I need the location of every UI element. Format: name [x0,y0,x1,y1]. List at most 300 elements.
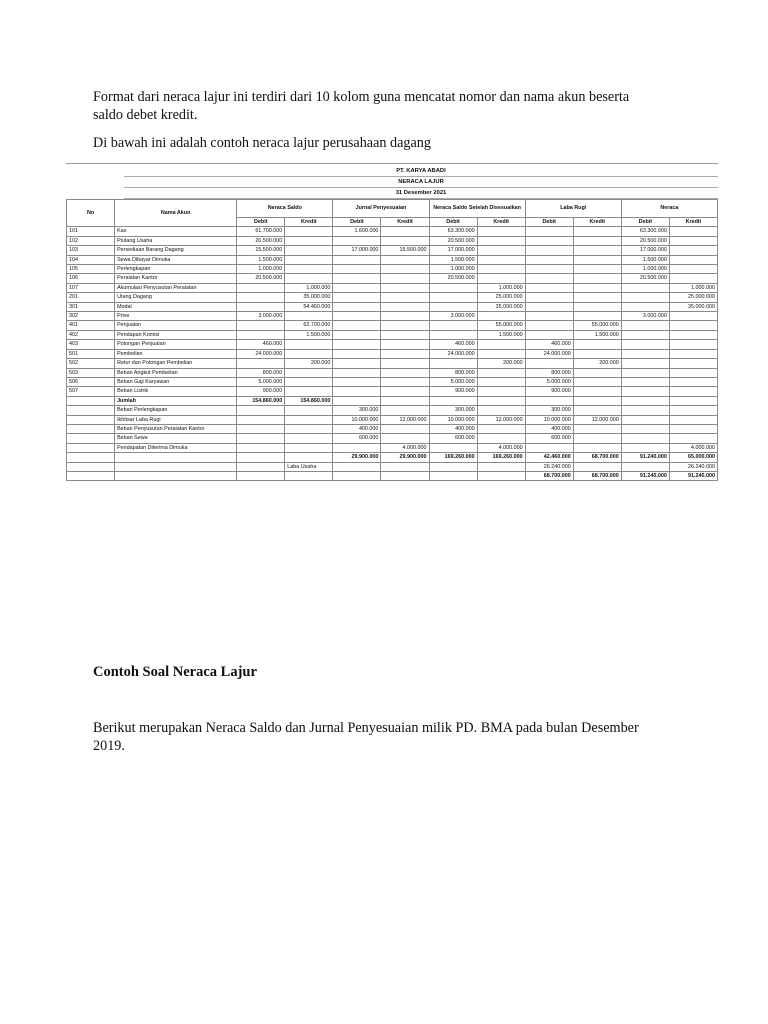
amount-cell [621,293,669,302]
amount-cell [285,453,333,462]
amount-cell [573,265,621,274]
amount-cell: 1.500.000 [477,330,525,339]
amount-cell [237,359,285,368]
problem-paragraph: Berikut merupakan Neraca Saldo dan Jurnal Penyesuaian milik PD. BMA pada bulan Desember 2019. [93,720,639,754]
amount-cell: 12.000.000 [573,415,621,424]
amount-cell: 10.000.000 [525,415,573,424]
account-number [67,443,115,452]
amount-cell: 1.600.000 [333,227,381,236]
amount-cell [621,302,669,311]
worksheet-row [67,302,718,311]
amount-cell [333,293,381,302]
amount-cell [669,274,717,283]
amount-cell [237,462,285,471]
amount-cell [333,349,381,358]
amount-cell [477,406,525,415]
amount-cell [573,293,621,302]
amount-cell [285,424,333,433]
account-name: Beban Penyusutan Peralatan Kantor [115,424,237,433]
amount-cell [477,462,525,471]
amount-cell: 1.000.000 [285,283,333,292]
amount-cell [573,236,621,245]
amount-cell [429,471,477,480]
amount-cell: 26.240.000 [669,462,717,471]
worksheet-row [67,377,718,386]
account-name: Peralatan Kantor [115,274,237,283]
worksheet-row [67,227,718,236]
amount-cell [237,415,285,424]
amount-cell [669,236,717,245]
amount-cell: 35.000.000 [285,293,333,302]
amount-cell [525,302,573,311]
section-heading: Contoh Soal Neraca Lajur [93,664,257,680]
amount-cell [237,293,285,302]
worksheet-row [67,453,718,462]
account-number: 403 [67,340,115,349]
account-name: Perlengkapan [115,265,237,274]
worksheet-body [67,227,718,481]
amount-cell [525,283,573,292]
worksheet-row [67,293,718,302]
amount-cell: 4.000.000 [477,443,525,452]
worksheet-row [67,312,718,321]
amount-cell: 5.000.000 [237,377,285,386]
amount-cell [333,462,381,471]
amount-cell [621,462,669,471]
amount-cell [525,312,573,321]
amount-cell: 1.000.000 [477,283,525,292]
header-no: No [67,200,115,227]
amount-cell [669,349,717,358]
worksheet-row [67,368,718,377]
amount-cell: 5.000.000 [429,377,477,386]
amount-cell [669,396,717,405]
amount-cell [333,265,381,274]
amount-cell [573,377,621,386]
amount-cell [381,387,429,396]
amount-cell: 20.500.000 [429,274,477,283]
amount-cell: 1.000.000 [669,283,717,292]
amount-cell: 20.500.000 [237,236,285,245]
amount-cell [573,387,621,396]
account-number: 506 [67,377,115,386]
amount-cell [477,340,525,349]
amount-cell [381,283,429,292]
amount-cell: 900.000 [429,387,477,396]
amount-cell [285,415,333,424]
amount-cell: 10.000.000 [333,415,381,424]
account-number: 501 [67,349,115,358]
header-adjustments: Jurnal Penyesuaian [333,200,429,218]
account-number [67,415,115,424]
amount-cell [621,368,669,377]
amount-cell: 29.900.000 [381,453,429,462]
amount-cell [285,406,333,415]
amount-cell [525,321,573,330]
amount-cell [381,462,429,471]
amount-cell: 800.000 [237,368,285,377]
amount-cell: 63.300.000 [429,227,477,236]
amount-cell: 800.000 [525,368,573,377]
amount-cell [429,321,477,330]
amount-cell [237,283,285,292]
worksheet-row [67,255,718,264]
header-debit: Debit [237,218,285,227]
account-number: 101 [67,227,115,236]
amount-cell: 900.000 [237,387,285,396]
amount-cell [525,359,573,368]
account-number: 106 [67,274,115,283]
account-number [67,406,115,415]
worksheet-table [66,199,718,481]
worksheet-row [67,246,718,255]
amount-cell: 91.240.000 [621,453,669,462]
amount-cell [333,302,381,311]
amount-cell [621,387,669,396]
amount-cell [237,471,285,480]
worksheet-image [66,163,718,481]
amount-cell [237,443,285,452]
account-number [67,434,115,443]
header-trial-balance: Neraca Saldo [237,200,333,218]
amount-cell [669,330,717,339]
amount-cell [621,443,669,452]
amount-cell [429,359,477,368]
amount-cell [429,396,477,405]
amount-cell [333,471,381,480]
header-credit: Kredit [573,218,621,227]
account-name: Modal [115,302,237,311]
header-income-statement: Laba Rugi [525,200,621,218]
amount-cell: 200.000 [477,359,525,368]
amount-cell: 400.000 [333,424,381,433]
amount-cell: 68.700.000 [525,471,573,480]
amount-cell [669,255,717,264]
amount-cell: 300.000 [429,406,477,415]
worksheet-title: NERACA LAJUR [124,177,718,188]
amount-cell: 55.000.000 [573,321,621,330]
amount-cell [237,434,285,443]
amount-cell: 54.460.000 [285,302,333,311]
amount-cell [477,424,525,433]
amount-cell [381,424,429,433]
amount-cell [333,283,381,292]
amount-cell [573,312,621,321]
account-name: Beban Perlengkapan [115,406,237,415]
amount-cell: 3.000.000 [621,312,669,321]
header-balance-sheet: Neraca [621,200,717,218]
amount-cell [573,349,621,358]
account-number [67,396,115,405]
account-name: Kas [115,227,237,236]
amount-cell: 4.000.000 [381,443,429,452]
amount-cell: 65.000.000 [669,453,717,462]
account-name: Beban Sewa [115,434,237,443]
amount-cell [525,236,573,245]
account-name: Pendapan Komisi [115,330,237,339]
amount-cell: 3.000.000 [237,312,285,321]
amount-cell: 91.240.000 [669,471,717,480]
amount-cell [333,236,381,245]
amount-cell [573,424,621,433]
worksheet-row [67,396,718,405]
amount-cell [333,255,381,264]
amount-cell [477,396,525,405]
amount-cell [285,387,333,396]
amount-cell [669,387,717,396]
amount-cell [381,293,429,302]
header-debit: Debit [525,218,573,227]
amount-cell: 1.500.000 [285,330,333,339]
account-name: Akumulasi Penyusutan Peralatan [115,283,237,292]
amount-cell: 600.000 [333,434,381,443]
worksheet-row [67,340,718,349]
amount-cell [525,246,573,255]
account-name [115,471,237,480]
amount-cell [237,330,285,339]
amount-cell [669,406,717,415]
amount-cell [381,302,429,311]
header-credit: Kredit [477,218,525,227]
amount-cell: 25.000.000 [477,293,525,302]
amount-cell: 600.000 [525,434,573,443]
amount-cell: 25.000.000 [669,293,717,302]
amount-cell [669,424,717,433]
amount-cell: 42.460.000 [525,453,573,462]
header-debit: Debit [621,218,669,227]
amount-cell [621,349,669,358]
amount-cell [429,283,477,292]
amount-cell: 154.860.000 [285,396,333,405]
amount-cell [621,424,669,433]
amount-cell: 17.000.000 [621,246,669,255]
amount-cell: 62.700.000 [285,321,333,330]
amount-cell: 61.700.000 [237,227,285,236]
amount-cell [381,321,429,330]
worksheet-row [67,415,718,424]
header-credit: Kredit [285,218,333,227]
account-name: Retur dan Potongan Pembelian [115,359,237,368]
amount-cell: 460.000 [525,340,573,349]
amount-cell [333,368,381,377]
account-number: 503 [67,368,115,377]
amount-cell: 55.000.000 [477,321,525,330]
amount-cell [669,265,717,274]
amount-cell: 4.000.000 [669,443,717,452]
header-credit: Kredit [381,218,429,227]
amount-cell [333,312,381,321]
account-number [67,424,115,433]
amount-cell [285,227,333,236]
amount-cell: 1.000.000 [621,265,669,274]
amount-cell [525,227,573,236]
account-number: 102 [67,236,115,245]
amount-cell: 1.500.000 [429,255,477,264]
amount-cell [477,236,525,245]
amount-cell: 400.000 [429,424,477,433]
amount-cell: 24.000.000 [237,349,285,358]
account-number [67,462,115,471]
worksheet-row [67,349,718,358]
amount-cell [621,434,669,443]
amount-cell [381,227,429,236]
account-number: 107 [67,283,115,292]
amount-cell [381,340,429,349]
amount-cell: 91.240.000 [621,471,669,480]
amount-cell [381,471,429,480]
account-name: Jumlah [115,396,237,405]
account-number: 502 [67,359,115,368]
amount-cell [525,265,573,274]
amount-cell [477,387,525,396]
amount-cell: 1.500.000 [237,255,285,264]
amount-cell [333,396,381,405]
amount-cell: 460.000 [237,340,285,349]
amount-cell [333,274,381,283]
amount-cell [573,227,621,236]
amount-cell: 35.000.000 [477,302,525,311]
amount-cell: 20.500.000 [429,236,477,245]
amount-cell [381,349,429,358]
amount-cell: 200.000 [573,359,621,368]
account-number [67,471,115,480]
amount-cell: 900.000 [525,387,573,396]
account-name: Prive [115,312,237,321]
amount-cell [285,265,333,274]
worksheet-company: PT. KARYA ABADI [124,166,718,177]
amount-cell: 169.260.000 [429,453,477,462]
amount-cell: 1.500.000 [621,255,669,264]
amount-cell [621,359,669,368]
amount-cell: 154.860.000 [237,396,285,405]
amount-cell: 68.700.000 [573,453,621,462]
amount-cell: 35.000.000 [669,302,717,311]
amount-cell [573,368,621,377]
amount-cell [381,368,429,377]
account-number: 507 [67,387,115,396]
amount-cell [669,340,717,349]
amount-cell [525,293,573,302]
amount-cell [285,368,333,377]
amount-cell [333,321,381,330]
amount-cell [429,330,477,339]
amount-cell [573,340,621,349]
amount-cell [669,246,717,255]
amount-cell [477,434,525,443]
amount-cell [429,462,477,471]
amount-cell: 300.000 [333,406,381,415]
account-name: Sewa Dibayar Dimuka [115,255,237,264]
amount-cell [285,349,333,358]
amount-cell [333,340,381,349]
amount-cell [621,377,669,386]
header-account: Nama Akun [115,200,237,227]
amount-cell [477,349,525,358]
amount-cell [669,368,717,377]
worksheet-row [67,434,718,443]
amount-cell [525,255,573,264]
amount-cell [237,302,285,311]
amount-cell [621,406,669,415]
amount-cell [381,406,429,415]
account-name: Beban Gaji Karyawan [115,377,237,386]
amount-cell [237,424,285,433]
amount-cell: 20.500.000 [237,274,285,283]
account-number: 104 [67,255,115,264]
amount-cell [285,312,333,321]
amount-cell [573,462,621,471]
amount-cell [621,415,669,424]
worksheet-row [67,462,718,471]
amount-cell: 600.000 [429,434,477,443]
header-credit: Kredit [669,218,717,227]
amount-cell [381,359,429,368]
amount-cell [669,415,717,424]
amount-cell [237,406,285,415]
amount-cell [573,283,621,292]
amount-cell: 800.000 [429,368,477,377]
worksheet-row [67,443,718,452]
amount-cell [429,293,477,302]
amount-cell [285,246,333,255]
worksheet-date: 31 Desember 2021 [124,188,718,199]
amount-cell [477,274,525,283]
amount-cell: 17.000.000 [429,246,477,255]
account-name: Ikhtisar Laba Rugi [115,415,237,424]
amount-cell [669,227,717,236]
amount-cell: 12.000.000 [381,415,429,424]
row-label: Laba Usaha [285,462,333,471]
amount-cell [621,321,669,330]
amount-cell [669,312,717,321]
amount-cell [333,377,381,386]
account-number [67,453,115,462]
amount-cell [477,255,525,264]
amount-cell: 15.500.000 [381,246,429,255]
account-name: Beban Angkut Pembelian [115,368,237,377]
amount-cell: 1.500.000 [573,330,621,339]
worksheet-row [67,274,718,283]
amount-cell [525,330,573,339]
account-name [115,453,237,462]
amount-cell: 17.000.000 [333,246,381,255]
amount-cell [477,368,525,377]
account-name: Piutang Usaha [115,236,237,245]
account-name: Utang Dagang [115,293,237,302]
amount-cell [669,321,717,330]
amount-cell: 3.000.000 [429,312,477,321]
amount-cell [381,330,429,339]
amount-cell [573,302,621,311]
account-number: 302 [67,312,115,321]
amount-cell [573,396,621,405]
worksheet-row [67,283,718,292]
amount-cell [333,387,381,396]
amount-cell [669,377,717,386]
amount-cell [381,396,429,405]
header-debit: Debit [333,218,381,227]
amount-cell [525,443,573,452]
amount-cell [381,274,429,283]
worksheet-row [67,424,718,433]
account-number: 401 [67,321,115,330]
amount-cell [333,443,381,452]
amount-cell: 63.300.000 [621,227,669,236]
amount-cell [669,359,717,368]
amount-cell: 300.000 [525,406,573,415]
amount-cell [285,471,333,480]
amount-cell [573,255,621,264]
